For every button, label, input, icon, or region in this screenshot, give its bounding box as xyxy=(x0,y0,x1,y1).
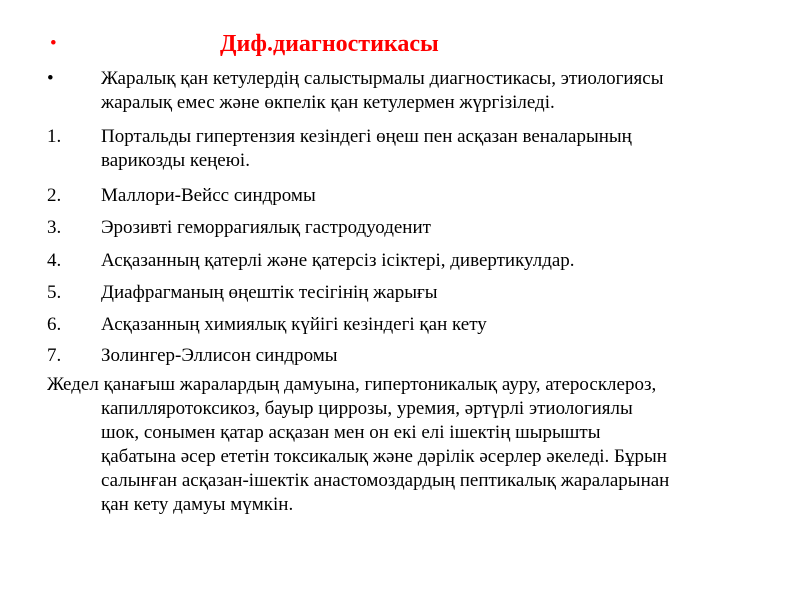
paragraph-line: Жедел қанағыш жаралардың дамуына, гипертоникалық ауру, атеросклероз, xyxy=(47,374,657,395)
list-item-text: Диафрагманың өңештік тесігінің жарығы xyxy=(101,282,438,303)
list-item-text: Асқазанның химиялық күйігі кезіндегі қан кету xyxy=(101,314,487,335)
list-item-text: Маллори-Вейсс синдромы xyxy=(101,185,316,206)
list-item-text: варикозды кеңеюі. xyxy=(101,150,250,171)
intro-line-2: жаралық емес және өкпелік қан кетулермен жүргізіледі. xyxy=(101,92,555,113)
closing-paragraph xyxy=(47,373,777,517)
slide-title: Диф.диагностикасы xyxy=(220,31,439,57)
intro-line-1: Жаралық қан кетулердің салыстырмалы диагностикасы, этиологиясы xyxy=(101,68,664,89)
paragraph-line: қан кету дамуы мүмкін. xyxy=(101,494,294,515)
list-item-text: Эрозивті геморрагиялық гастродуоденит xyxy=(101,217,431,238)
list-number: 3. xyxy=(47,217,62,238)
intro-bullet: • xyxy=(47,68,54,89)
paragraph-line: шок, сонымен қатар асқазан мен он екі елі ішектің шырышты xyxy=(101,422,601,443)
list-number: 4. xyxy=(47,250,62,271)
paragraph-line: салынған асқазан-ішектік анастомоздардың пептикалық жараларынан xyxy=(101,470,670,491)
list-number: 6. xyxy=(47,314,62,335)
list-item-text: Портальды гипертензия кезіндегі өңеш пен асқазан веналарының xyxy=(101,126,632,147)
list-number: 2. xyxy=(47,185,62,206)
paragraph-line: қабатына әсер ететін токсикалық және дәрілік әсерлер әкеледі. Бұрын xyxy=(101,446,667,467)
paragraph-line: капилляротоксикоз, бауыр циррозы, уремия, әртүрлі этиологиялы xyxy=(101,398,633,419)
list-item-text: Золингер-Эллисон синдромы xyxy=(101,345,338,366)
list-number: 5. xyxy=(47,282,62,303)
list-number: 7. xyxy=(47,345,62,366)
list-number: 1. xyxy=(47,126,62,147)
title-bullet: • xyxy=(50,33,57,54)
list-item-text: Асқазанның қатерлі және қатерсіз ісіктері, дивертикулдар. xyxy=(101,250,575,271)
